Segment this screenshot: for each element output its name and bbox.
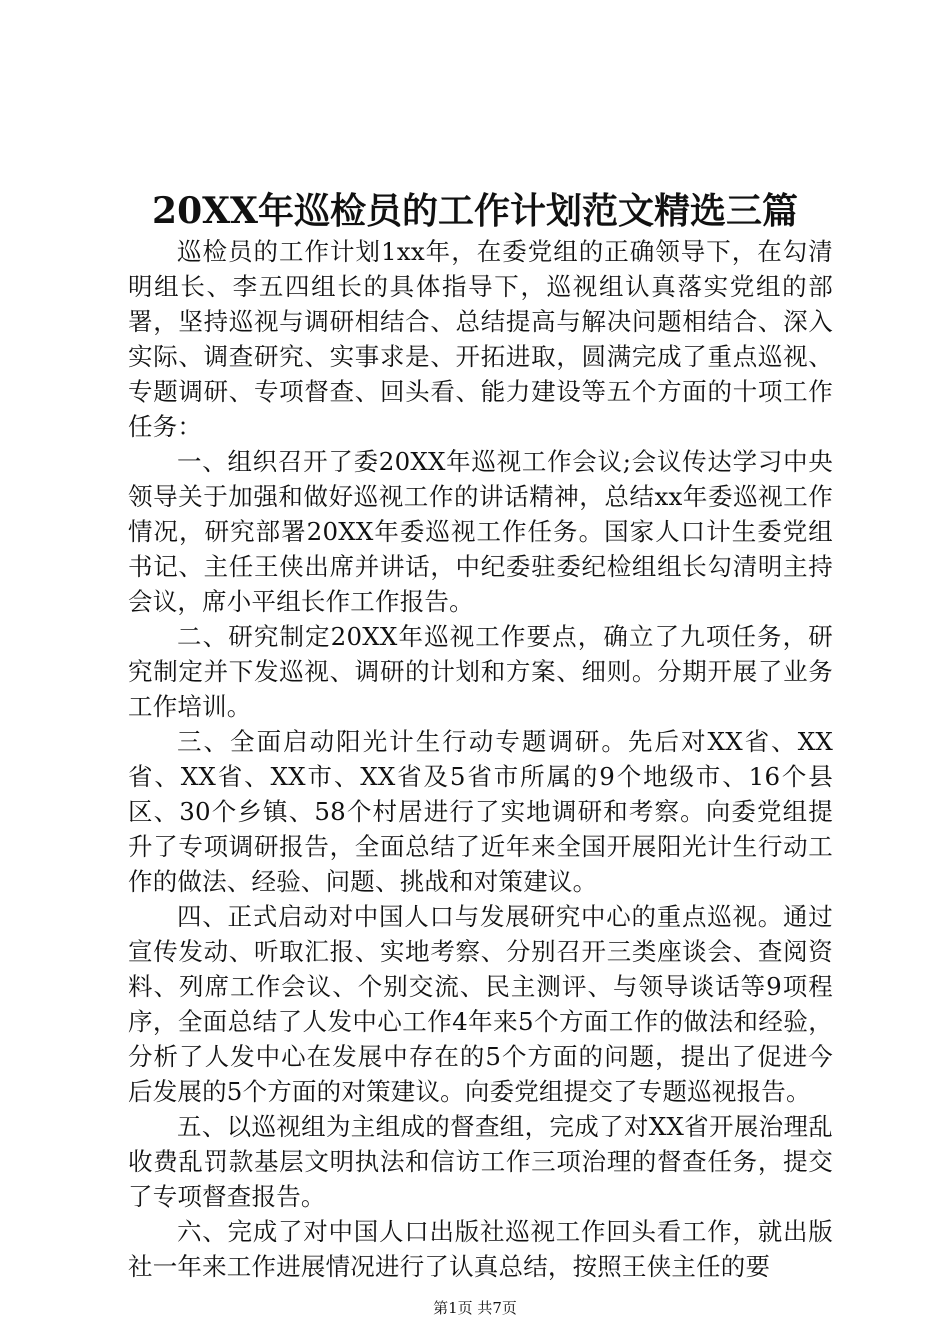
paragraph-item-2: 二、研究制定20XX年巡视工作要点，确立了九项任务，研究制定并下发巡视、调研的计划和方案、细则。分期开展了业务工作培训。 bbox=[128, 622, 833, 721]
page-footer: 第1页 共7页 bbox=[433, 1299, 517, 1317]
document-body bbox=[128, 234, 833, 1284]
paragraph-item-4: 四、正式启动对中国人口与发展研究中心的重点巡视。通过宣传发动、听取汇报、实地考察、分别召开三类座谈会、查阅资料、列席工作会议、个别交流、民主测评、与领导谈话等9项程序，全面总结了人发中心工作4年来5个方面工作的做法和经验，分析了人发中心在发展中存在的5个方面的问题，提出了促进今后发展的5个方面的对策建议。向委党组提交了专题巡视报告。 bbox=[128, 902, 833, 1106]
paragraph-item-1: 一、组织召开了委20XX年巡视工作会议;会议传达学习中央领导关于加强和做好巡视工作的讲话精神，总结xx年委巡视工作情况，研究部署20XX年委巡视工作任务。国家人口计生委党组书记、主任王侠出席并讲话，中纪委驻委纪检组组长勾清明主持会议，席小平组长作工作报告。 bbox=[128, 447, 833, 616]
paragraph-item-6: 六、完成了对中国人口出版社巡视工作回头看工作，就出版社一年来工作进展情况进行了认真总结，按照王侠主任的要 bbox=[128, 1217, 833, 1281]
paragraph-item-5: 五、以巡视组为主组成的督查组，完成了对XX省开展治理乱收费乱罚款基层文明执法和信访工作三项治理的督查任务，提交了专项督查报告。 bbox=[128, 1112, 833, 1211]
document-title: 20XX年巡检员的工作计划范文精选三篇 bbox=[152, 190, 798, 232]
paragraph-intro: 巡检员的工作计划1xx年，在委党组的正确领导下，在勾清明组长、李五四组长的具体指导下，巡视组认真落实党组的部署，坚持巡视与调研相结合、总结提高与解决问题相结合、深入实际、调查研究、实事求是、开拓进取，圆满完成了重点巡视、专题调研、专项督查、回头看、能力建设等五个方面的十项工作任务： bbox=[128, 237, 833, 441]
paragraph-item-3: 三、全面启动阳光计生行动专题调研。先后对XX省、XX省、XX省、XX市、XX省及5省市所属的9个地级市、16个县区、30个乡镇、58个村居进行了实地调研和考察。向委党组提升了专项调研报告，全面总结了近年来全国开展阳光计生行动工作的做法、经验、问题、挑战和对策建议。 bbox=[128, 727, 833, 896]
